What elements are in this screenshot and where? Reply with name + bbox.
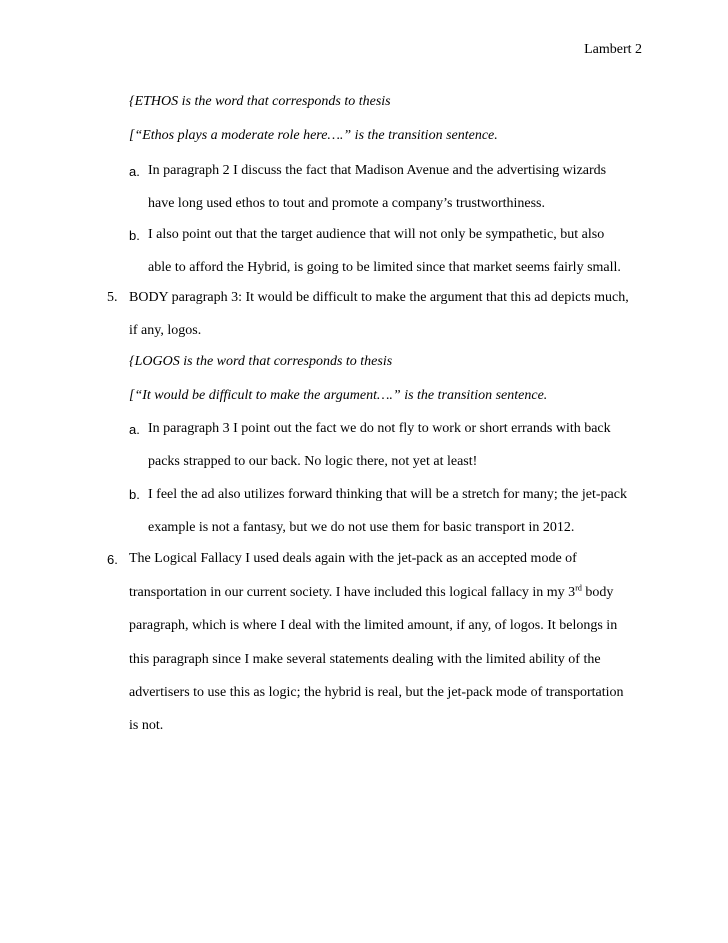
- item-6-line2-tail: body: [581, 585, 614, 600]
- logos-transition: [“It would be difficult to make the argument….” is the transition sentence.: [129, 388, 548, 403]
- list-marker-a: a.: [129, 164, 140, 179]
- ordinal-superscript: rd: [575, 583, 582, 593]
- item-b2-line1: I feel the ad also utilizes forward thinking that will be a stretch for many; the jet-pack: [148, 487, 627, 502]
- item-a1-line2: have long used ethos to tout and promote a company’s trustworthiness.: [148, 196, 545, 211]
- item-a1-line1: In paragraph 2 I discuss the fact that Madison Avenue and the advertising wizards: [148, 163, 607, 178]
- item-6-line4: this paragraph since I make several statements dealing with the limited ability of the: [129, 652, 601, 667]
- item-6-line5: advertisers to use this as logic; the hybrid is real, but the jet-pack mode of transportation: [129, 685, 624, 700]
- item-6-line2: [129, 584, 613, 602]
- ethos-transition: [“Ethos plays a moderate role here….” is the transition sentence.: [129, 128, 498, 143]
- page-header: Lambert 2: [584, 42, 642, 57]
- item-6-line3: paragraph, which is where I deal with the limited amount, if any, of logos. It belongs in: [129, 618, 618, 633]
- item-b1-line2: able to afford the Hybrid, is going to be limited since that market seems fairly small.: [148, 260, 621, 275]
- item-5-line1: BODY paragraph 3: It would be difficult to make the argument that this ad depicts much,: [129, 290, 629, 305]
- item-6-line6: is not.: [129, 718, 164, 733]
- item-b1-line1: I also point out that the target audience that will not only be sympathetic, but also: [148, 227, 605, 242]
- item-6-line2-text: transportation in our current society. I have included this logical fallacy in my 3: [129, 585, 576, 600]
- list-marker-6: 6.: [107, 552, 118, 567]
- list-marker-b: b.: [129, 487, 140, 502]
- item-b2-line2: example is not a fantasy, but we do not use them for basic transport in 2012.: [148, 520, 575, 535]
- item-5-line2: if any, logos.: [129, 323, 202, 338]
- logos-note: {LOGOS is the word that corresponds to thesis: [129, 354, 393, 369]
- item-6-line1: The Logical Fallacy I used deals again with the jet-pack as an accepted mode of: [129, 551, 577, 566]
- list-marker-5: 5.: [107, 290, 118, 305]
- item-a2-line2: packs strapped to our back. No logic there, not yet at least!: [148, 454, 478, 469]
- item-a2-line1: In paragraph 3 I point out the fact we do not fly to work or short errands with back: [148, 421, 611, 436]
- list-marker-b: b.: [129, 228, 140, 243]
- ethos-note: {ETHOS is the word that corresponds to thesis: [129, 94, 391, 109]
- list-marker-a: a.: [129, 422, 140, 437]
